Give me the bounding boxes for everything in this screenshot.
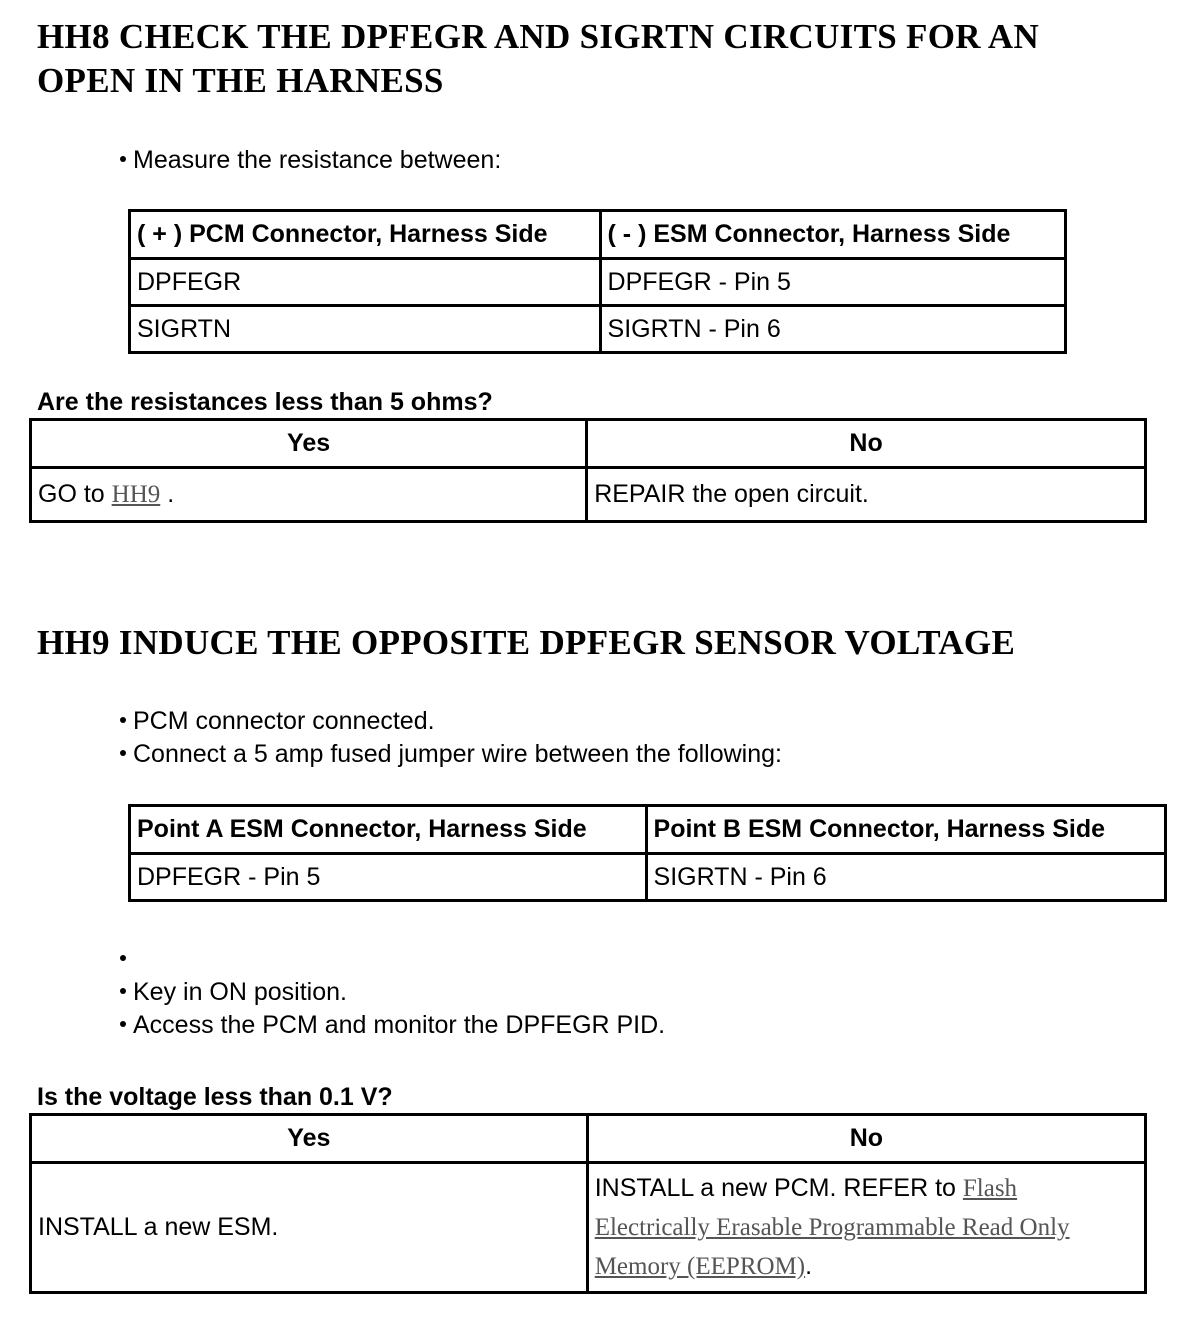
list-item bbox=[120, 943, 665, 976]
no-action-prefix: INSTALL a new PCM. REFER to bbox=[594, 1174, 956, 1202]
bullet-dot-icon bbox=[120, 717, 126, 723]
table-header-cell: ( + ) PCM Connector, Harness Side bbox=[130, 211, 601, 259]
hh8-title-line-1: HH8 CHECK THE DPFEGR AND SIGRTN CIRCUITS FOR AN bbox=[37, 17, 1040, 56]
hh9-link[interactable]: HH9 bbox=[111, 481, 161, 508]
list-item bbox=[120, 705, 782, 738]
table-header-cell: ( - ) ESM Connector, Harness Side bbox=[600, 211, 1065, 259]
bullet-dot-icon bbox=[120, 156, 126, 162]
list-item bbox=[120, 976, 665, 1009]
bullet-dot-icon bbox=[120, 955, 126, 961]
hh8-connector-table bbox=[128, 209, 1067, 354]
yes-action-suffix: . bbox=[167, 480, 175, 508]
no-header: No bbox=[587, 1115, 1145, 1163]
table-header-row bbox=[31, 1115, 1146, 1163]
table-row bbox=[130, 259, 1066, 306]
yes-action-cell bbox=[31, 468, 587, 522]
hh9-decision-table bbox=[29, 1113, 1147, 1294]
bullet-dot-icon bbox=[120, 1021, 126, 1027]
table-cell: DPFEGR bbox=[130, 259, 601, 306]
no-action-cell: REPAIR the open circuit. bbox=[587, 468, 1146, 522]
table-cell: DPFEGR - Pin 5 bbox=[130, 854, 647, 901]
table-row bbox=[130, 306, 1066, 353]
bullet-text: PCM connector connected. bbox=[133, 707, 435, 735]
hh9-bullets-2 bbox=[120, 943, 665, 1042]
hh9-title: HH9 INDUCE THE OPPOSITE DPFEGR SENSOR VOLTAGE bbox=[37, 623, 1016, 662]
hh9-jumper-table bbox=[128, 804, 1167, 902]
hh9-question: Is the voltage less than 0.1 V? bbox=[37, 1083, 393, 1111]
eeprom-link[interactable]: Flash Electrically Erasable Programmable Read Only Memory (EEPROM) bbox=[594, 1175, 1070, 1280]
bullet-text: Connect a 5 amp fused jumper wire between the following: bbox=[133, 740, 782, 768]
hh8-bullet bbox=[120, 144, 501, 177]
hh8-question: Are the resistances less than 5 ohms? bbox=[37, 388, 493, 416]
hh8-decision-table bbox=[29, 418, 1147, 523]
table-cell: SIGRTN - Pin 6 bbox=[646, 854, 1165, 901]
table-header-row bbox=[130, 211, 1066, 259]
no-action-suffix: . bbox=[805, 1252, 813, 1280]
bullet-dot-icon bbox=[120, 988, 126, 994]
hh9-bullets-1 bbox=[120, 705, 782, 771]
no-header: No bbox=[587, 420, 1146, 468]
table-header-row bbox=[130, 806, 1166, 854]
table-cell: SIGRTN bbox=[130, 306, 601, 353]
table-row bbox=[130, 854, 1166, 901]
yes-action-cell: INSTALL a new ESM. bbox=[31, 1163, 588, 1293]
bullet-text: Key in ON position. bbox=[133, 978, 347, 1006]
bullet-dot-icon bbox=[120, 750, 126, 756]
list-item bbox=[120, 738, 782, 771]
table-header-row bbox=[31, 420, 1146, 468]
yes-header: Yes bbox=[31, 1115, 588, 1163]
table-row bbox=[31, 1163, 1146, 1293]
hh8-bullet-text: Measure the resistance between: bbox=[133, 146, 502, 174]
yes-header: Yes bbox=[31, 420, 587, 468]
hh8-title-line-2: OPEN IN THE HARNESS bbox=[37, 61, 444, 100]
yes-action-prefix: GO to bbox=[38, 480, 105, 508]
list-item bbox=[120, 1009, 665, 1042]
hh8-title bbox=[37, 15, 1039, 103]
table-header-cell: Point A ESM Connector, Harness Side bbox=[130, 806, 647, 854]
bullet-text: Access the PCM and monitor the DPFEGR PID. bbox=[133, 1011, 666, 1039]
table-header-cell: Point B ESM Connector, Harness Side bbox=[646, 806, 1165, 854]
table-cell: DPFEGR - Pin 5 bbox=[600, 259, 1065, 306]
table-row bbox=[31, 468, 1146, 522]
no-action-cell bbox=[587, 1163, 1145, 1293]
table-cell: SIGRTN - Pin 6 bbox=[600, 306, 1065, 353]
